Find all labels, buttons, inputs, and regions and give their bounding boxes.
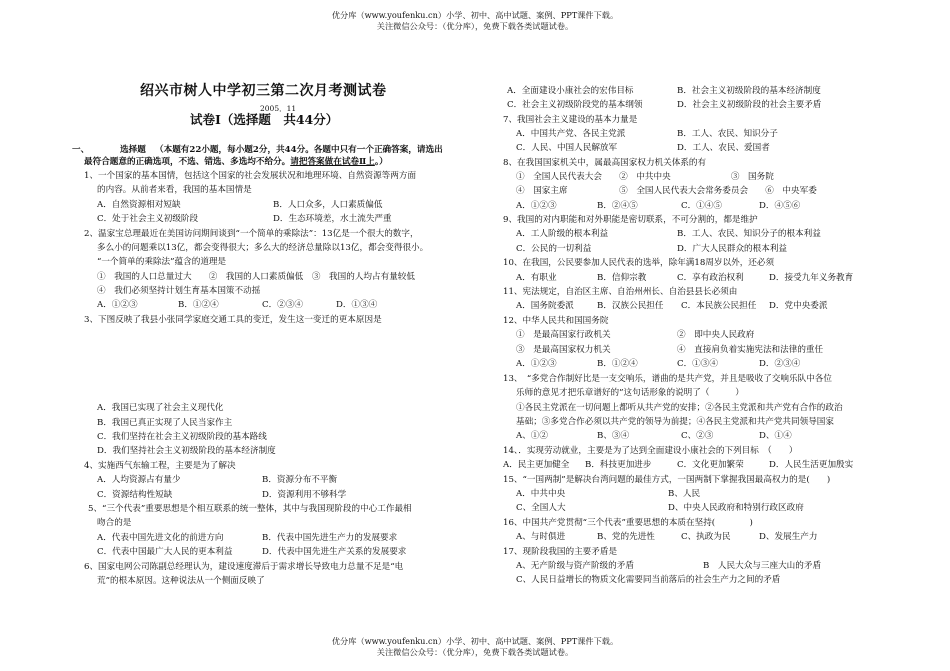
option-16c: C、执政为民: [681, 532, 731, 542]
question-12: 12、中华人民共和国国务院: [503, 316, 609, 326]
question-13-cont-1: 乐师的意见才把乐章谱好的”这句话形象的说明了（ ）: [516, 388, 744, 398]
option-1c: C．处于社会主义初级阶段: [97, 214, 199, 224]
option-7d: D．工人、农民、爱国者: [677, 143, 770, 153]
option-11c: C．本民族公民担任: [681, 301, 757, 311]
question-14: 14、．实现劳动就业，主要是为了达到全面建设小康社会的下列目标 （ ）: [503, 446, 798, 456]
option-4a: A．人均资源占有量少: [97, 475, 181, 485]
option-10d: D．接受九年义务教育: [769, 273, 854, 283]
option-13a: A、①②: [516, 431, 548, 441]
option-5b: B．代表中国先进生产力的发展要求: [262, 533, 398, 543]
option-14b: B．科技更加进步: [585, 460, 652, 470]
question-11: 11、宪法规定，自治区主席、自治州州长、自治县县长必须由: [503, 287, 738, 297]
section-title: 试卷Ⅰ（选择题 共44分）: [190, 112, 339, 127]
option-8c: C．①④⑤: [681, 201, 722, 211]
option-9d: D．广大人民群众的根本利益: [677, 244, 788, 254]
question-8-options-2: ④ 国家主席 ⑤ 全国人民代表大会常务委员会 ⑥ 中央军委: [516, 186, 817, 196]
option-10b: B．信仰宗教: [597, 273, 647, 283]
option-17a: A、无产阶级与资产阶级的矛盾: [516, 561, 634, 571]
option-2b: B．①②④: [178, 300, 219, 310]
option-7c: C．人民、中国人民解放军: [516, 143, 618, 153]
option-12c: C．①③④: [677, 359, 718, 369]
option-3d: D．我们坚持社会主义初级阶段的基本经济制度: [97, 446, 276, 456]
option-5a: A．代表中国先进文化的前进方向: [97, 533, 224, 543]
question-10: 10、在我国，公民要参加人民代表的选举，除年满18周岁以外，还必须: [503, 258, 775, 268]
exam-title: 绍兴市树人中学初三第二次月考测试卷: [140, 83, 387, 99]
option-8a: A．①②③: [516, 201, 557, 211]
option-6a: A．全面建设小康社会的宏伟目标: [507, 86, 634, 96]
option-6d: D．社会主义初级阶段的社会主要矛盾: [677, 100, 822, 110]
option-17c: C、人民日益增长的物质文化需要同当前落后的社会生产力之间的矛盾: [516, 575, 781, 585]
section-label: 选择题: [120, 145, 146, 155]
question-1-cont: 的内容。从前者来看，我国的基本国情是: [97, 185, 252, 195]
option-11d: D．党中央委派: [769, 301, 828, 311]
question-4: 4、实施西气东输工程，主要是为了解决: [84, 461, 236, 471]
question-2-cont-2: “一个简单的乘除法”蕴含的道理是: [97, 257, 227, 267]
option-14c: C．文化更加繁荣: [677, 460, 744, 470]
question-2: 2、温家宝总理最近在美国访问期间谈到“一个简单的乘除法”：13亿是一个很大的数字，: [84, 229, 419, 239]
option-15d: D、中央人民政府和特别行政区政府: [668, 503, 804, 513]
option-10a: A．有职业: [516, 273, 557, 283]
option-12a: A．①②③: [516, 359, 557, 369]
option-1a: A．自然资源相对短缺: [97, 200, 181, 210]
exam-date: 2005．11: [260, 104, 297, 113]
question-9: 9、我国的对内职能和对外职能是密切联系，不可分割的，都是维护: [503, 215, 758, 225]
option-11a: A．国务院委派: [516, 301, 574, 311]
question-6: 6、国家电网公司陈副总经理认为，建设速度滞后于需求增长导致电力总量不足是“电: [84, 562, 404, 572]
question-5-cont: 吻合的是: [97, 518, 132, 528]
option-12b: B．①②④: [597, 359, 638, 369]
option-9b: B．工人、农民、知识分子的根本利益: [677, 229, 821, 239]
option-16b: B、党的先进性: [597, 532, 655, 542]
page-footer-line-1: 优分库（www.youfenku.cn）小学、初中、高中试题、案例、PPT课件下载。: [331, 636, 619, 646]
option-5c: C．代表中国最广大人民的更本利益: [97, 547, 233, 557]
option-7a: A．中国共产党、各民主党派: [516, 129, 626, 139]
option-2a: A．①②③: [97, 300, 138, 310]
question-2-options-2: ④ 我们必须坚持计划生育基本国策不动摇: [97, 286, 261, 296]
option-17b: B 人民大众与三座大山的矛盾: [703, 561, 822, 571]
option-13c: C、②③: [681, 431, 714, 441]
question-12-statement-4: ④ 直接肩负着实施宪法和法律的重任: [677, 345, 824, 355]
page-header-line-1: 优分库（www.youfenku.cn）小学、初中、高中试题、案例、PPT课件下载。: [331, 10, 619, 20]
question-13: 13、 “多党合作制好比是一支交响乐，谱曲的是共产党，并且是吸收了交响乐队中各位: [503, 374, 832, 384]
question-8-options-1: ① 全国人民代表大会 ② 中共中央 ③ 国务院: [516, 172, 774, 182]
question-3: 3、下图反映了我县小张同学家庭交通工具的变迁，发生这一变迁的更本原因是: [84, 315, 382, 325]
option-11b: B．汉族公民担任: [597, 301, 664, 311]
option-6c: C．社会主义初级阶段党的基本纲领: [507, 100, 643, 110]
question-2-cont-1: 多么小的问题乘以13亿，都会变得很大；多么大的经济总量除以13亿，都会变得很小。: [97, 243, 429, 253]
option-15c: C、全国人大: [516, 503, 566, 513]
option-13d: D、①④: [759, 431, 792, 441]
option-2d: D．①③④: [336, 300, 378, 310]
instructions-line-2: 最符合题意的正确选项，不选、错选、多选均不给分。请把答案做在试卷Ⅱ上。）: [84, 157, 388, 167]
option-5d: D．代表中国先进生产关系的发展要求: [262, 547, 407, 557]
option-14d: D．人民生活更加殷实: [769, 460, 854, 470]
option-9a: A．工人阶级的根本利益: [516, 229, 609, 239]
option-6b: B．社会主义初级阶段的基本经济制度: [677, 86, 821, 96]
question-6-cont: 荒”的根本原因。这种说法从一个侧面反映了: [97, 576, 265, 586]
question-8: 8、在我国国家机关中，属最高国家权力机关体系的有: [503, 158, 707, 168]
option-16d: D、发展生产力: [759, 532, 818, 542]
option-3a: A．我国已实现了社会主义现代化: [97, 403, 224, 413]
option-3c: C．我们坚持在社会主义初级阶段的基本路线: [97, 432, 267, 442]
option-2c: C．②③④: [262, 300, 303, 310]
question-7: 7、我国社会主义建设的基本力量是: [503, 115, 638, 125]
question-16: 16、中国共产党贯彻“三个代表”重要思想的本质在坚持( ): [503, 518, 753, 528]
option-4d: D．资源利用不够科学: [262, 490, 347, 500]
option-9c: C．公民的一切利益: [516, 244, 592, 254]
option-12d: D．②③④: [759, 359, 801, 369]
question-12-statement-2: ② 即中央人民政府: [677, 330, 755, 340]
option-15a: A．中共中央: [516, 489, 566, 499]
option-10c: C．享有政治权利: [677, 273, 744, 283]
question-13-cont-3: 基础；③多党合作必须以共产党的领导为前提；④各民主党派和共产党共同领导国家: [516, 417, 834, 427]
option-13b: B、③④: [597, 431, 630, 441]
option-7b: B．工人、农民、知识分子: [677, 129, 778, 139]
option-4b: B．资源分布不平衡: [262, 475, 338, 485]
option-8d: D．④⑤⑥: [759, 201, 801, 211]
question-5: 5、“三个代表”重要思想是个相互联系的统一整体，其中与我国现阶段的中心工作最相: [88, 504, 412, 514]
option-1b: B．人口众多，人口素质偏低: [273, 200, 383, 210]
question-2-options-1: ① 我国的人口总量过大 ② 我国的人口素质偏低 ③ 我国的人均占有量较低: [97, 272, 415, 282]
option-15b: B、人民: [668, 489, 701, 499]
instructions-line-1: （本题有22小题，每小题2分，共44分。各题中只有一个正确答案，请选出: [155, 145, 443, 155]
question-13-cont-2: ①各民主党派在一切问题上都听从共产党的安排；②各民主党派和共产党有合作的政治: [516, 403, 843, 413]
option-4c: C．资源结构性短缺: [97, 490, 173, 500]
section-number: 一、: [72, 145, 90, 155]
option-3b: B．我国已真正实现了人民当家作主: [97, 418, 233, 428]
question-15: 15、“一国两制”是解决台湾问题的最佳方式，一国两制下掌握我国最高权力的是( ): [503, 475, 831, 485]
question-17: 17、现阶段我国的主要矛盾是: [503, 547, 618, 557]
option-14a: A．民主更加健全: [503, 460, 570, 470]
option-1d: D．生态环境差，水土流失严重: [273, 214, 392, 224]
option-8b: B．②④⑤: [597, 201, 638, 211]
page-footer-line-2: 关注微信公众号：（优分库），免费下载各类试题试卷。: [376, 647, 574, 657]
question-12-statement-3: ③ 是最高国家权力机关: [516, 345, 611, 355]
page-header-line-2: 关注微信公众号：（优分库），免费下载各类试题试卷。: [376, 21, 574, 31]
question-1: 1、一个国家的基本国情，包括这个国家的社会发展状况和地理环境、自然资源等两方面: [84, 171, 417, 181]
question-12-statement-1: ① 是最高国家行政机关: [516, 330, 611, 340]
option-16a: A、与时俱进: [516, 532, 566, 542]
